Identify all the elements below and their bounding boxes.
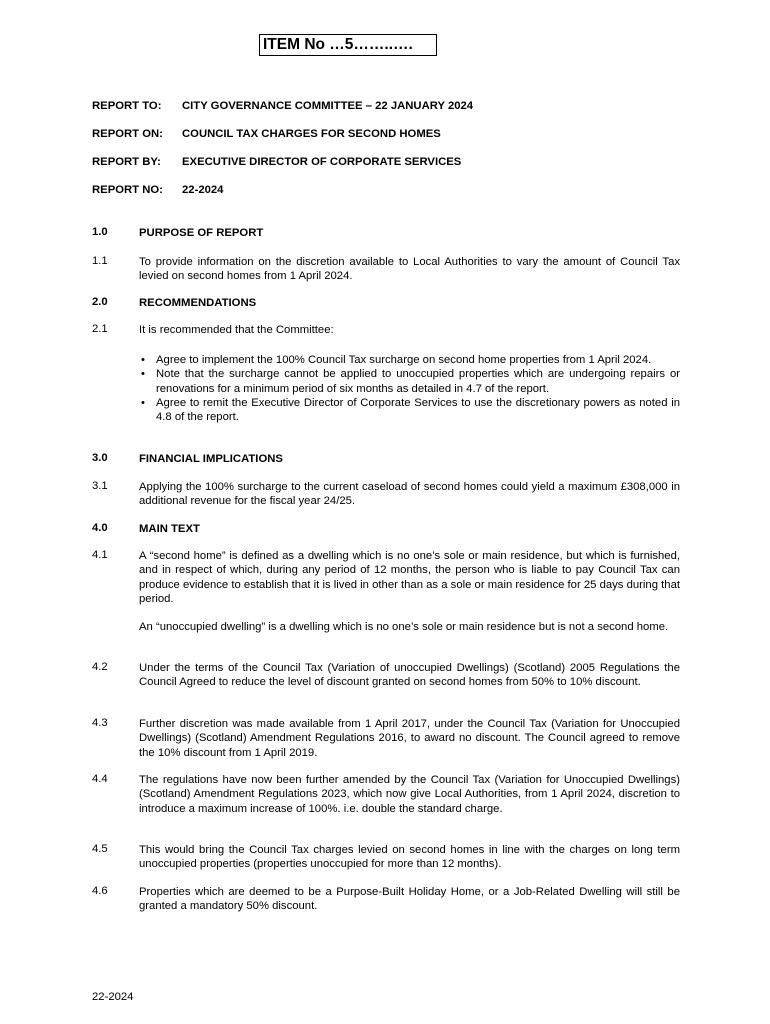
paragraph-3-1 xyxy=(92,480,680,509)
report-on-line xyxy=(92,128,441,140)
paragraph-text: Under the terms of the Council Tax (Variation of unoccupied Dwellings) (Scotland) 2005 Regulations the Council Agreed to reduce the level of discount granted on second homes from 50% to 10% discount. xyxy=(139,662,680,689)
recommendations-list xyxy=(139,353,680,424)
report-by-label: REPORT BY: xyxy=(92,156,161,168)
report-no-value: 22-2024 xyxy=(182,184,224,196)
paragraph-text: An “unoccupied dwelling” is a dwelling which is no one’s sole or main residence but is not a second home. xyxy=(139,621,669,633)
paragraph-4-4 xyxy=(92,773,680,816)
report-by-value: EXECUTIVE DIRECTOR OF CORPORATE SERVICES xyxy=(182,156,462,168)
section-number: 2.0 xyxy=(92,296,108,308)
paragraph-number: 4.3 xyxy=(92,717,108,729)
paragraph-4-1-continued xyxy=(92,620,680,634)
paragraph-text: This would bring the Council Tax charges levied on second homes in line with the charges on long term unoccupied properties (properties unoccupied for more than 12 months). xyxy=(139,844,680,871)
paragraph-text: Properties which are deemed to be a Purpose-Built Holiday Home, or a Job-Related Dwelling will still be granted a mandatory 50% discount. xyxy=(139,886,680,913)
section-4-0-heading xyxy=(92,522,680,536)
paragraph-text: To provide information on the discretion available to Local Authorities to vary the amount of Council Tax levied on second homes from 1 April 2024. xyxy=(139,256,680,283)
section-2-0-heading xyxy=(92,296,680,310)
report-no-line xyxy=(92,184,223,196)
paragraph-4-5 xyxy=(92,843,680,872)
paragraph-text: The regulations have now been further amended by the Council Tax (Variation for Unoccupied Dwellings) (Scotland) Amendment Regulations 2023, which now give Local Authorities, from 1 April 2024, discretion to introduce a maximum increase of 100%. i.e. double the standard charge. xyxy=(139,774,680,815)
report-to-value: CITY GOVERNANCE COMMITTEE – 22 JANUARY 2024 xyxy=(182,100,474,112)
report-by-line xyxy=(92,156,461,168)
paragraph-4-1 xyxy=(92,549,680,606)
paragraph-text: It is recommended that the Committee: xyxy=(139,324,334,336)
section-heading-text: FINANCIAL IMPLICATIONS xyxy=(139,453,283,465)
paragraph-number: 4.4 xyxy=(92,773,108,785)
list-item-text: Agree to implement the 100% Council Tax surcharge on second home properties from 1 April 2024. xyxy=(156,354,652,366)
list-item xyxy=(139,367,680,396)
paragraph-number: 3.1 xyxy=(92,480,108,492)
report-to-line xyxy=(92,100,473,112)
list-item-text: Note that the surcharge cannot be applied to unoccupied properties which are undergoing repairs or renovations for a minimum period of six months as detailed in 4.7 of the report. xyxy=(156,368,680,395)
section-3-0-heading xyxy=(92,452,680,466)
section-number: 3.0 xyxy=(92,452,108,464)
paragraph-number: 2.1 xyxy=(92,323,108,335)
paragraph-number: 4.2 xyxy=(92,661,108,673)
paragraph-4-2 xyxy=(92,661,680,690)
bullet-icon: • xyxy=(141,354,145,366)
page-footer: 22-2024 xyxy=(92,991,134,1003)
report-to-label: REPORT TO: xyxy=(92,100,162,112)
report-on-label: REPORT ON: xyxy=(92,128,163,140)
section-heading-text: RECOMMENDATIONS xyxy=(139,297,257,309)
section-number: 1.0 xyxy=(92,226,108,238)
section-heading-text: PURPOSE OF REPORT xyxy=(139,227,264,239)
paragraph-number: 4.5 xyxy=(92,843,108,855)
bullet-icon: • xyxy=(141,368,145,381)
paragraph-text: A “second home” is defined as a dwelling which is no one’s sole or main residence, but which is furnished, and in respect of which, during any period of 12 months, the person who is liable to pay Council Tax can produce evidence to establish that it is lived in other than as a sole or main residence for 25 days during that period. xyxy=(139,550,680,605)
paragraph-number: 4.1 xyxy=(92,549,108,561)
item-number-box: ITEM No …5……..…. xyxy=(259,34,437,56)
paragraph-text: Applying the 100% surcharge to the current caseload of second homes could yield a maximum £308,000 in additional revenue for the fiscal year 24/25. xyxy=(139,481,680,508)
paragraph-1-1 xyxy=(92,255,680,284)
paragraph-4-3 xyxy=(92,717,680,760)
section-heading-text: MAIN TEXT xyxy=(139,523,200,535)
paragraph-number: 1.1 xyxy=(92,255,108,267)
report-no-label: REPORT NO: xyxy=(92,184,163,196)
report-on-value: COUNCIL TAX CHARGES FOR SECOND HOMES xyxy=(182,128,441,140)
list-item xyxy=(139,353,680,367)
bullet-icon: • xyxy=(141,396,145,409)
list-item-text: Agree to remit the Executive Director of Corporate Services to use the discretionary powers as noted in 4.8 of the report. xyxy=(156,396,680,424)
paragraph-4-6 xyxy=(92,885,680,914)
paragraph-number: 4.6 xyxy=(92,885,108,897)
list-item xyxy=(139,396,680,425)
paragraph-2-1 xyxy=(92,323,680,337)
paragraph-text: Further discretion was made available from 1 April 2017, under the Council Tax (Variation for Unoccupied Dwellings) (Scotland) Amendment Regulations 2016, to award no discount. The Council agreed to remove the 10% discount from 1 April 2019. xyxy=(139,718,680,759)
section-number: 4.0 xyxy=(92,522,108,534)
section-1-0-heading xyxy=(92,226,680,240)
